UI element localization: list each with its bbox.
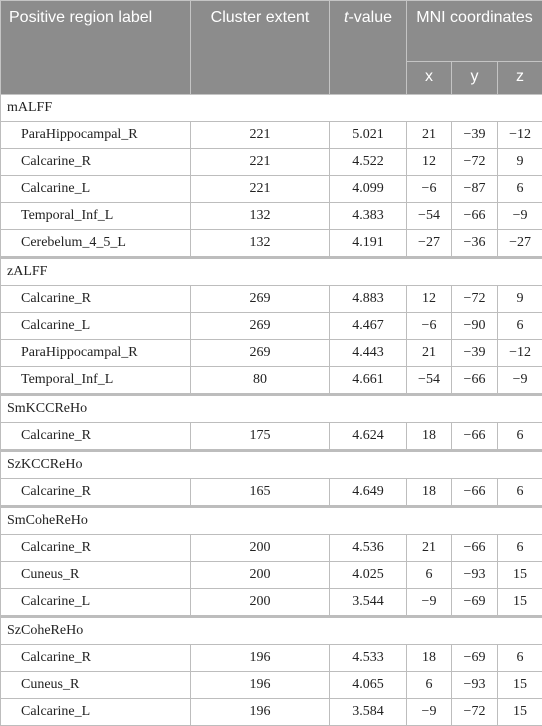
cluster-extent-cell: 80 bbox=[191, 367, 330, 395]
region-label-cell: Calcarine_L bbox=[1, 589, 191, 617]
cluster-extent-cell: 269 bbox=[191, 286, 330, 313]
cluster-extent-cell: 196 bbox=[191, 699, 330, 726]
table-row bbox=[1, 230, 542, 258]
group-row bbox=[1, 617, 542, 645]
mni-y-cell: −36 bbox=[452, 230, 498, 258]
t-value-cell: 5.021 bbox=[330, 122, 407, 149]
cluster-extent-cell: 132 bbox=[191, 230, 330, 258]
t-value-cell: 4.883 bbox=[330, 286, 407, 313]
cluster-extent-cell: 221 bbox=[191, 149, 330, 176]
table-row bbox=[1, 423, 542, 451]
table-row bbox=[1, 122, 542, 149]
cluster-extent-cell: 221 bbox=[191, 176, 330, 203]
table-row bbox=[1, 699, 542, 726]
mni-z-cell: −9 bbox=[498, 203, 542, 230]
mni-y-cell: −69 bbox=[452, 645, 498, 672]
mni-z-cell: 15 bbox=[498, 699, 542, 726]
t-value-cell: 4.533 bbox=[330, 645, 407, 672]
table-row bbox=[1, 672, 542, 699]
t-value-cell: 4.065 bbox=[330, 672, 407, 699]
region-label-cell: ParaHippocampal_R bbox=[1, 122, 191, 149]
group-label: SmCoheReHo bbox=[1, 507, 542, 535]
table-header bbox=[1, 1, 542, 95]
mni-z-cell: 15 bbox=[498, 672, 542, 699]
mni-x-cell: −54 bbox=[407, 367, 452, 395]
header-region-label: Positive region label bbox=[1, 1, 191, 95]
mni-y-cell: −87 bbox=[452, 176, 498, 203]
mni-z-cell: −9 bbox=[498, 367, 542, 395]
region-label-cell: Calcarine_R bbox=[1, 645, 191, 672]
region-label-cell: Calcarine_R bbox=[1, 286, 191, 313]
mni-x-cell: −6 bbox=[407, 313, 452, 340]
table-row bbox=[1, 562, 542, 589]
mni-y-cell: −90 bbox=[452, 313, 498, 340]
region-label-cell: ParaHippocampal_R bbox=[1, 340, 191, 367]
t-value-cell: 4.025 bbox=[330, 562, 407, 589]
header-t-suffix: -value bbox=[348, 9, 392, 26]
group-row bbox=[1, 258, 542, 286]
header-x: x bbox=[407, 62, 452, 95]
mni-z-cell: 15 bbox=[498, 589, 542, 617]
mni-z-cell: 6 bbox=[498, 423, 542, 451]
mni-z-cell: −12 bbox=[498, 340, 542, 367]
cluster-extent-cell: 175 bbox=[191, 423, 330, 451]
t-value-cell: 4.467 bbox=[330, 313, 407, 340]
cluster-extent-cell: 165 bbox=[191, 479, 330, 507]
mni-x-cell: 12 bbox=[407, 149, 452, 176]
group-row bbox=[1, 451, 542, 479]
mni-y-cell: −66 bbox=[452, 367, 498, 395]
region-label-cell: Cuneus_R bbox=[1, 562, 191, 589]
mni-z-cell: 6 bbox=[498, 313, 542, 340]
region-label-cell: Calcarine_L bbox=[1, 176, 191, 203]
table-row bbox=[1, 479, 542, 507]
table-body bbox=[1, 95, 542, 726]
mni-x-cell: 18 bbox=[407, 423, 452, 451]
mni-y-cell: −72 bbox=[452, 149, 498, 176]
mni-y-cell: −93 bbox=[452, 562, 498, 589]
mni-y-cell: −69 bbox=[452, 589, 498, 617]
mni-z-cell: 6 bbox=[498, 645, 542, 672]
mni-x-cell: 21 bbox=[407, 122, 452, 149]
mni-x-cell: −9 bbox=[407, 589, 452, 617]
table-row bbox=[1, 340, 542, 367]
mni-x-cell: 18 bbox=[407, 479, 452, 507]
header-t-italic: t bbox=[344, 9, 348, 26]
header-cluster-extent: Cluster extent bbox=[191, 1, 330, 95]
table-row bbox=[1, 535, 542, 562]
mni-y-cell: −66 bbox=[452, 423, 498, 451]
mni-y-cell: −39 bbox=[452, 340, 498, 367]
cluster-extent-cell: 200 bbox=[191, 535, 330, 562]
mni-x-cell: −6 bbox=[407, 176, 452, 203]
group-label: SmKCCReHo bbox=[1, 395, 542, 423]
mni-x-cell: 18 bbox=[407, 645, 452, 672]
region-label-cell: Cuneus_R bbox=[1, 672, 191, 699]
header-mni-coordinates: MNI coordinates bbox=[407, 1, 542, 62]
region-label-cell: Calcarine_L bbox=[1, 313, 191, 340]
mni-z-cell: −27 bbox=[498, 230, 542, 258]
table-row bbox=[1, 367, 542, 395]
t-value-cell: 4.624 bbox=[330, 423, 407, 451]
t-value-cell: 4.649 bbox=[330, 479, 407, 507]
mni-x-cell: −54 bbox=[407, 203, 452, 230]
mni-y-cell: −72 bbox=[452, 286, 498, 313]
group-label: mALFF bbox=[1, 95, 542, 122]
mni-y-cell: −72 bbox=[452, 699, 498, 726]
cluster-extent-cell: 269 bbox=[191, 313, 330, 340]
group-row bbox=[1, 395, 542, 423]
mni-x-cell: 21 bbox=[407, 535, 452, 562]
region-label-cell: Calcarine_R bbox=[1, 479, 191, 507]
mni-y-cell: −66 bbox=[452, 203, 498, 230]
mni-z-cell: −12 bbox=[498, 122, 542, 149]
t-value-cell: 3.544 bbox=[330, 589, 407, 617]
table-row bbox=[1, 203, 542, 230]
mni-z-cell: 9 bbox=[498, 286, 542, 313]
cluster-extent-cell: 196 bbox=[191, 672, 330, 699]
region-label-cell: Temporal_Inf_L bbox=[1, 367, 191, 395]
cluster-extent-cell: 200 bbox=[191, 589, 330, 617]
t-value-cell: 4.522 bbox=[330, 149, 407, 176]
region-label-cell: Temporal_Inf_L bbox=[1, 203, 191, 230]
cluster-extent-cell: 196 bbox=[191, 645, 330, 672]
mni-y-cell: −93 bbox=[452, 672, 498, 699]
group-label: zALFF bbox=[1, 258, 542, 286]
header-t-value bbox=[330, 1, 407, 95]
mni-x-cell: 6 bbox=[407, 672, 452, 699]
group-row bbox=[1, 507, 542, 535]
region-label-cell: Cerebelum_4_5_L bbox=[1, 230, 191, 258]
mni-y-cell: −66 bbox=[452, 535, 498, 562]
mni-z-cell: 6 bbox=[498, 479, 542, 507]
mni-z-cell: 6 bbox=[498, 535, 542, 562]
mni-x-cell: −27 bbox=[407, 230, 452, 258]
table-row bbox=[1, 149, 542, 176]
region-label-cell: Calcarine_R bbox=[1, 149, 191, 176]
table-row bbox=[1, 589, 542, 617]
mni-y-cell: −39 bbox=[452, 122, 498, 149]
header-y: y bbox=[452, 62, 498, 95]
table-row bbox=[1, 286, 542, 313]
region-label-cell: Calcarine_R bbox=[1, 423, 191, 451]
t-value-cell: 4.661 bbox=[330, 367, 407, 395]
cluster-extent-cell: 200 bbox=[191, 562, 330, 589]
region-label-cell: Calcarine_L bbox=[1, 699, 191, 726]
cluster-extent-cell: 221 bbox=[191, 122, 330, 149]
t-value-cell: 4.443 bbox=[330, 340, 407, 367]
t-value-cell: 4.383 bbox=[330, 203, 407, 230]
mni-z-cell: 9 bbox=[498, 149, 542, 176]
table-row bbox=[1, 176, 542, 203]
t-value-cell: 4.191 bbox=[330, 230, 407, 258]
t-value-cell: 4.536 bbox=[330, 535, 407, 562]
mni-y-cell: −66 bbox=[452, 479, 498, 507]
mni-z-cell: 6 bbox=[498, 176, 542, 203]
table-row bbox=[1, 313, 542, 340]
group-row bbox=[1, 95, 542, 122]
t-value-cell: 4.099 bbox=[330, 176, 407, 203]
mni-x-cell: 6 bbox=[407, 562, 452, 589]
mni-z-cell: 15 bbox=[498, 562, 542, 589]
group-label: SzCoheReHo bbox=[1, 617, 542, 645]
mni-x-cell: 21 bbox=[407, 340, 452, 367]
cluster-extent-cell: 132 bbox=[191, 203, 330, 230]
t-value-cell: 3.584 bbox=[330, 699, 407, 726]
table-row bbox=[1, 645, 542, 672]
group-label: SzKCCReHo bbox=[1, 451, 542, 479]
region-label-cell: Calcarine_R bbox=[1, 535, 191, 562]
header-z: z bbox=[498, 62, 542, 95]
mni-x-cell: 12 bbox=[407, 286, 452, 313]
cluster-extent-cell: 269 bbox=[191, 340, 330, 367]
mni-x-cell: −9 bbox=[407, 699, 452, 726]
